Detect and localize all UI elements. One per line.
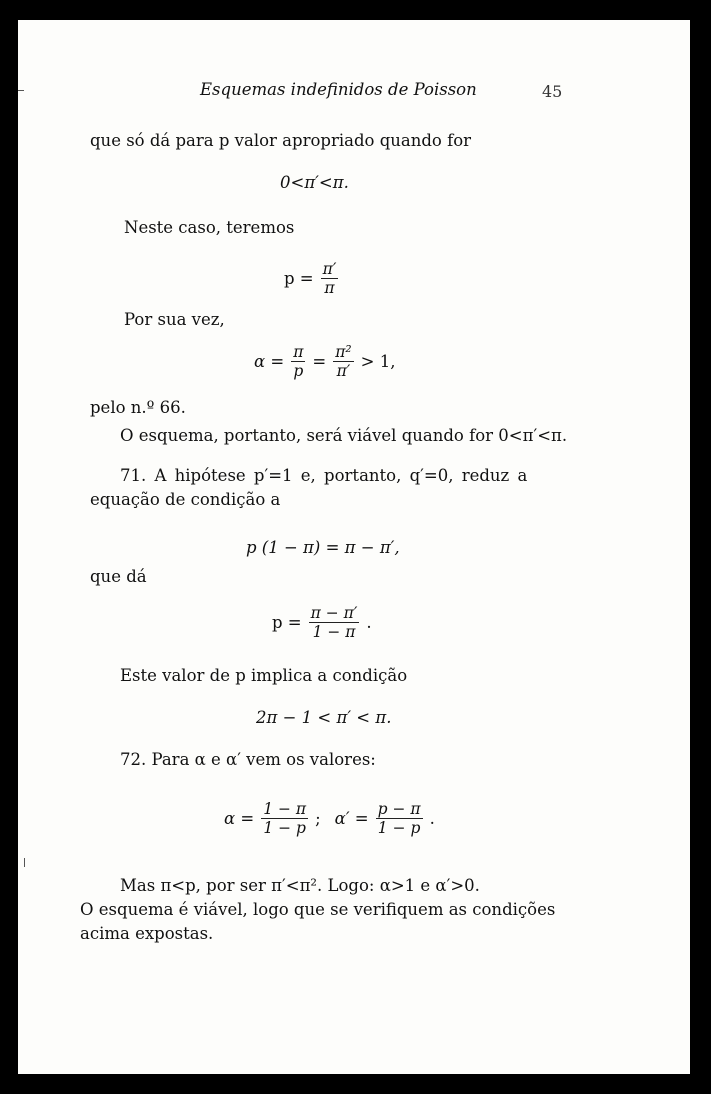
equation-1: 0<π′<π. <box>280 173 349 192</box>
eq2-denominator: π <box>324 279 335 297</box>
eq3-fraction-1 <box>291 343 305 380</box>
eq7-rhs: . <box>429 809 435 828</box>
book-page <box>18 20 690 1074</box>
eq3-f1-numerator: π <box>293 343 304 361</box>
eq5-rhs: . <box>366 613 372 632</box>
equation-2 <box>284 260 341 297</box>
eq3-lhs: α = <box>254 352 285 371</box>
text-line: O esquema, portanto, será viável quando for 0<π′<π. <box>120 426 568 445</box>
equation-7 <box>224 800 435 837</box>
equation-5 <box>272 604 372 641</box>
text-line: pelo n.º 66. <box>90 398 186 417</box>
eq3-f1-denominator: p <box>293 362 304 380</box>
eq5-fraction <box>309 604 360 641</box>
text-line: O esquema é viável, logo que se verifiquem as condições <box>80 900 556 919</box>
eq3-fraction-2 <box>333 343 353 380</box>
eq3-equals: = <box>312 352 327 371</box>
eq7-separator: ; <box>315 809 321 828</box>
equation-6: 2π − 1 < π′ < π. <box>256 708 392 727</box>
eq3-f2-denominator: π′ <box>336 362 351 380</box>
eq7-lhs-alpha-prime: α′ = <box>334 809 369 828</box>
margin-mark <box>24 858 25 867</box>
text-line: que só dá para p valor apropriado quando for <box>90 131 472 150</box>
eq7-lhs-alpha: α = <box>224 809 255 828</box>
page-number: 45 <box>542 82 563 101</box>
margin-mark <box>18 90 24 91</box>
running-title: Esquemas indefinidos de Poisson <box>200 80 477 99</box>
text-line: acima expostas. <box>80 924 214 943</box>
eq2-fraction <box>321 260 339 297</box>
text-line: Neste caso, teremos <box>124 218 295 237</box>
eq2-lhs: p = <box>284 269 314 288</box>
text-line: que dá <box>90 567 147 586</box>
eq7-f2-numerator: p − π <box>377 800 421 818</box>
eq5-denominator: 1 − π <box>312 623 356 641</box>
text-line: Por sua vez, <box>124 310 225 329</box>
equation-3 <box>254 343 395 380</box>
text-line: Este valor de p implica a condição <box>120 666 408 685</box>
eq5-lhs: p = <box>272 613 302 632</box>
eq7-f1-numerator: 1 − π <box>263 800 307 818</box>
equation-4: p (1 − π) = π − π′, <box>246 538 400 557</box>
eq5-numerator: π − π′ <box>310 604 358 622</box>
text-line: equação de condição a <box>90 490 281 509</box>
text-line: Mas π<p, por ser π′<π². Logo: α>1 e α′>0. <box>120 876 480 895</box>
eq7-f2-denominator: 1 − p <box>377 819 421 837</box>
paragraph-72-line-1: 72. Para α e α′ vem os valores: <box>120 750 376 769</box>
eq3-f2-numerator: π² <box>335 343 352 361</box>
eq2-numerator: π′ <box>322 260 337 278</box>
eq7-f1-denominator: 1 − p <box>263 819 306 837</box>
eq7-fraction-1 <box>261 800 308 837</box>
eq3-rhs: > 1, <box>360 352 396 371</box>
paragraph-71-line-1: 71. A hipótese p′=1 e, portanto, q′=0, reduz a <box>120 466 528 485</box>
eq7-fraction-2 <box>376 800 423 837</box>
